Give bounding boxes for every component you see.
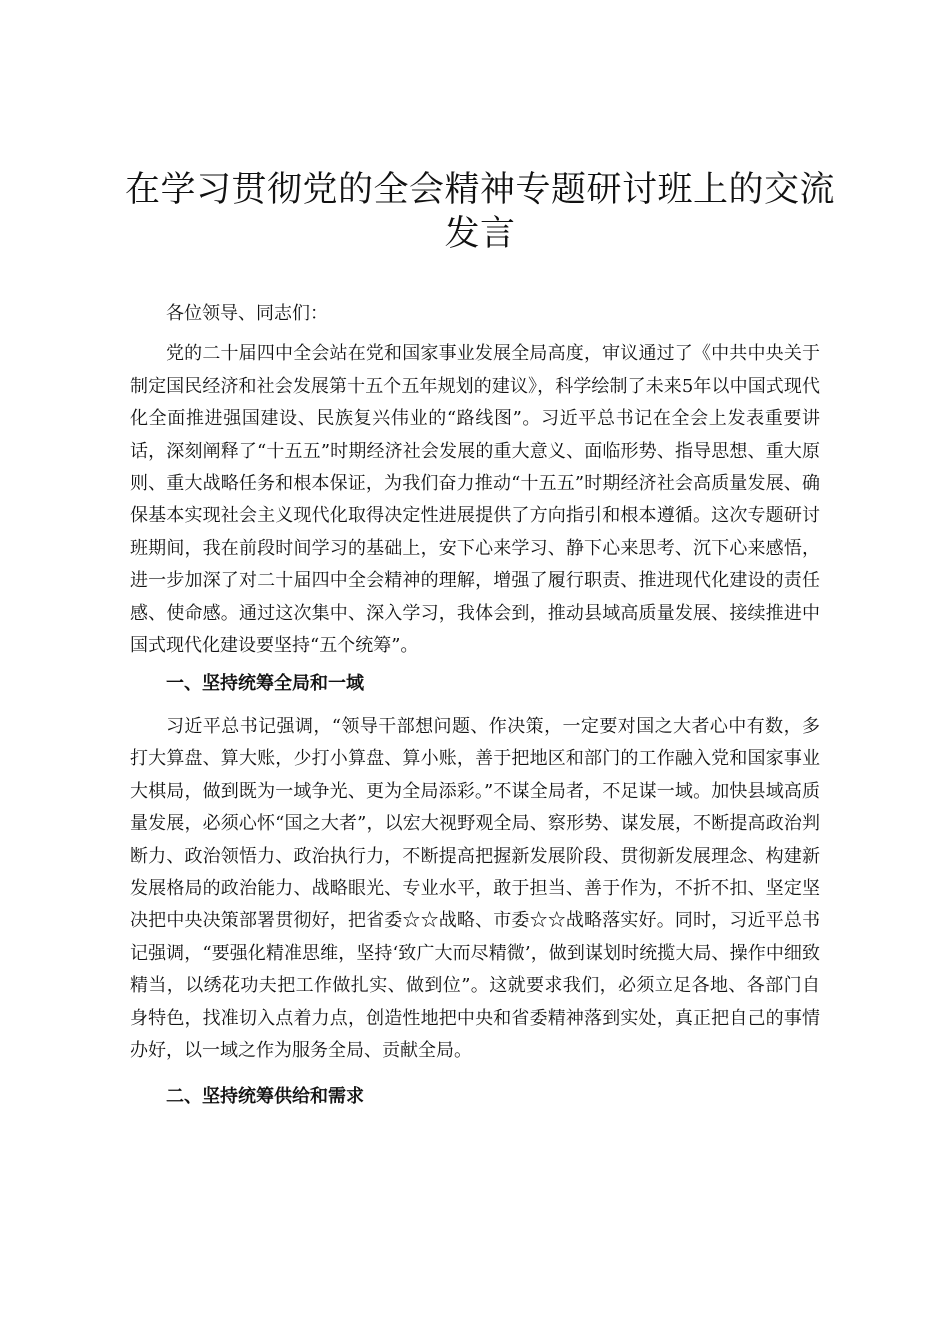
- section-heading-1: 一、坚持统筹全局和一域: [166, 673, 364, 695]
- section-heading-2: 二、坚持统筹供给和需求: [166, 1086, 364, 1108]
- document-title: 在学习贯彻党的全会精神专题研讨班上的交流发言: [124, 170, 835, 254]
- document-body: [130, 298, 820, 1124]
- paragraph-intro: 党的二十届四中全会站在党和国家事业发展全局高度，审议通过了《中共中央关于制定国民经济和社会发展第十五个五年规划的建议》，科学绘制了未来5年以中国式现代化全面推进强国建设、民族复兴伟业的“路线图”。习近平总书记在全会上发表重要讲话，深刻阐释了“十五五”时期经济社会发展的重大意义、面临形势、指导思想、重大原则、重大战略任务和根本保证，为我们奋力推动“十五五”时期经济社会高质量发展、确保基本实现社会主义现代化取得决定性进展提供了方向指引和根本遵循。这次专题研讨班期间，我在前段时间学习的基础上，安下心来学习、静下心来思考、沉下心来感悟，进一步加深了对二十届四中全会精神的理解，增强了履行职责、推进现代化建设的责任感、使命感。通过这次集中、深入学习，我体会到，推动县域高质量发展、接续推进中国式现代化建设要坚持“五个统筹”。: [130, 343, 820, 657]
- paragraph-section-1: 习近平总书记强调，“领导干部想问题、作决策，一定要对国之大者心中有数，多打大算盘、算大账，少打小算盘、算小账，善于把地区和部门的工作融入党和国家事业大棋局，做到既为一域争光、更为全局添彩。”不谋全局者，不足谋一域。加快县域高质量发展，必须心怀“国之大者”，以宏大视野观全局、察形势、谋发展，不断提高政治判断力、政治领悟力、政治执行力，不断提高把握新发展阶段、贯彻新发展理念、构建新发展格局的政治能力、战略眼光、专业水平，敢于担当、善于作为，不折不扣、坚定坚决把中央决策部署贯彻好，把省委☆☆战略、市委☆☆战略落实好。同时，习近平总书记强调，“要强化精准思维，坚持‘致广大而尽精微’，做到谋划时统揽大局、操作中细致精当，以绣花功夫把工作做扎实、做到位”。这就要求我们，必须立足各地、各部门自身特色，找准切入点着力点，创造性地把中央和省委精神落到实处，真正把自己的事情办好，以一域之作为服务全局、贡献全局。: [130, 715, 820, 1061]
- salutation: 各位领导、同志们：: [166, 303, 328, 324]
